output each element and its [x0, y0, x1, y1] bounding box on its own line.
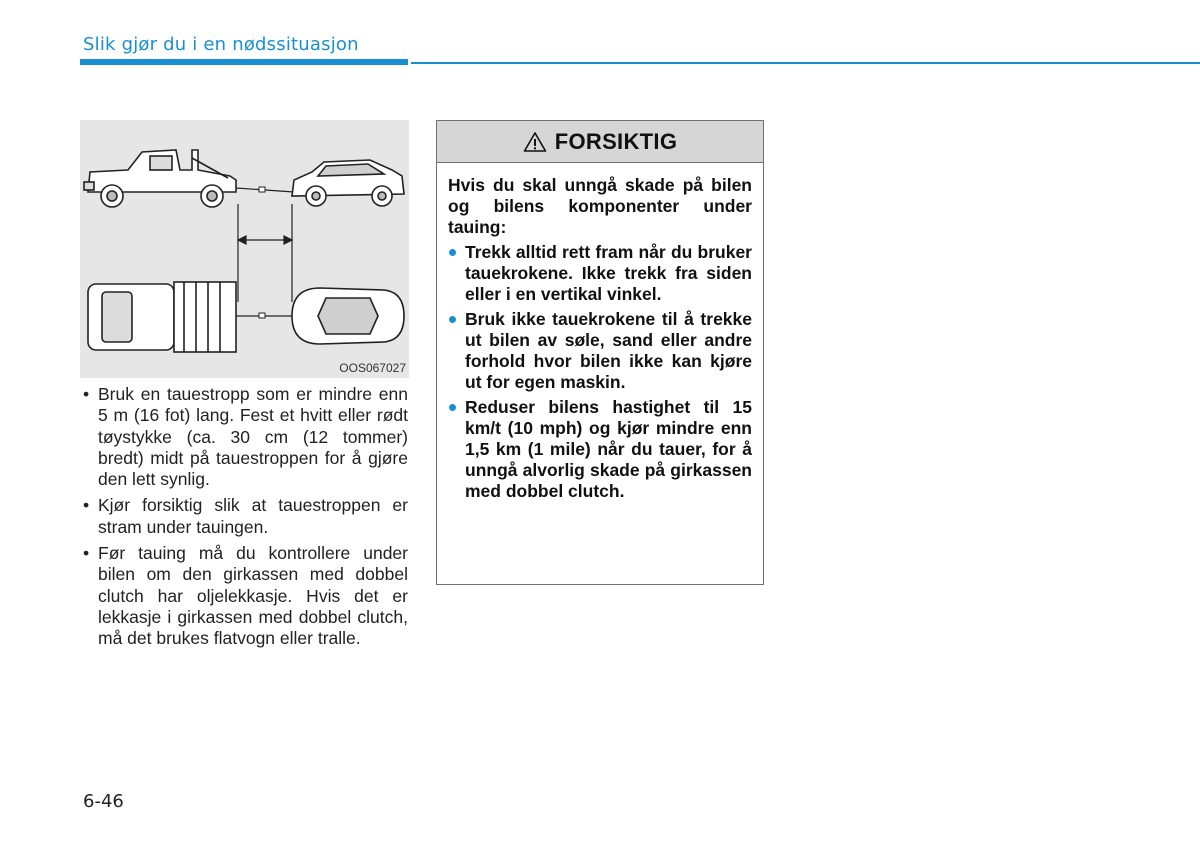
caution-box	[436, 120, 764, 585]
distance-marker	[238, 204, 292, 302]
tow-truck-side-view	[84, 150, 236, 207]
list-item: Bruk ikke tauekrokene til å trekke ut bilen av søle, sand eller andre forhold hvor bilen ikke kan kjøre ut for egen maskin.	[448, 309, 752, 393]
header-rule-thick	[80, 59, 408, 65]
towing-illustration	[80, 120, 409, 378]
caution-intro: Hvis du skal unngå skade på bilen og bilens komponenter under tauing:	[448, 175, 752, 237]
towed-car-side-view	[292, 160, 404, 206]
warning-triangle-icon	[523, 131, 547, 153]
section-title: Slik gjør du i en nødssituasjon	[83, 34, 359, 55]
towed-car-top-view	[292, 288, 404, 344]
towing-instructions-list	[80, 384, 408, 655]
towing-diagram-graphic	[80, 120, 409, 378]
list-item: Reduser bilens hastighet til 15 km/t (10 mph) og kjør mindre enn 1,5 km (1 mile) når du tauer, for å unngå alvorlig skade på girkassen med dobbel clutch.	[448, 397, 752, 502]
list-item: • Bruk en tauestropp som er mindre enn 5 m (16 fot) lang. Fest et hvitt eller rødt tøystykke (ca. 30 cm (12 tommer) bredt) midt på tauestroppen for å gjøre den lett synlig.	[80, 384, 408, 490]
figure-code: OOS067027	[339, 361, 406, 375]
list-item: • Kjør forsiktig slik at tauestroppen er stram under tauingen.	[80, 495, 408, 538]
list-item: Trekk alltid rett fram når du bruker tauekrokene. Ikke trekk fra siden eller i en vertikal vinkel.	[448, 242, 752, 305]
caution-header	[437, 121, 763, 163]
list-item: • Før tauing må du kontrollere under bilen om den girkassen med dobbel clutch har oljelekkasje. Hvis det er lekkasje i girkassen med dobbel clutch, må det brukes flatvogn eller tralle.	[80, 543, 408, 649]
caution-title: FORSIKTIG	[554, 128, 678, 154]
caution-list	[448, 242, 752, 502]
header-rule-thin	[411, 62, 1200, 64]
tow-truck-top-view	[88, 282, 236, 352]
page-number: 6-46	[83, 791, 124, 812]
caution-body	[437, 163, 763, 502]
